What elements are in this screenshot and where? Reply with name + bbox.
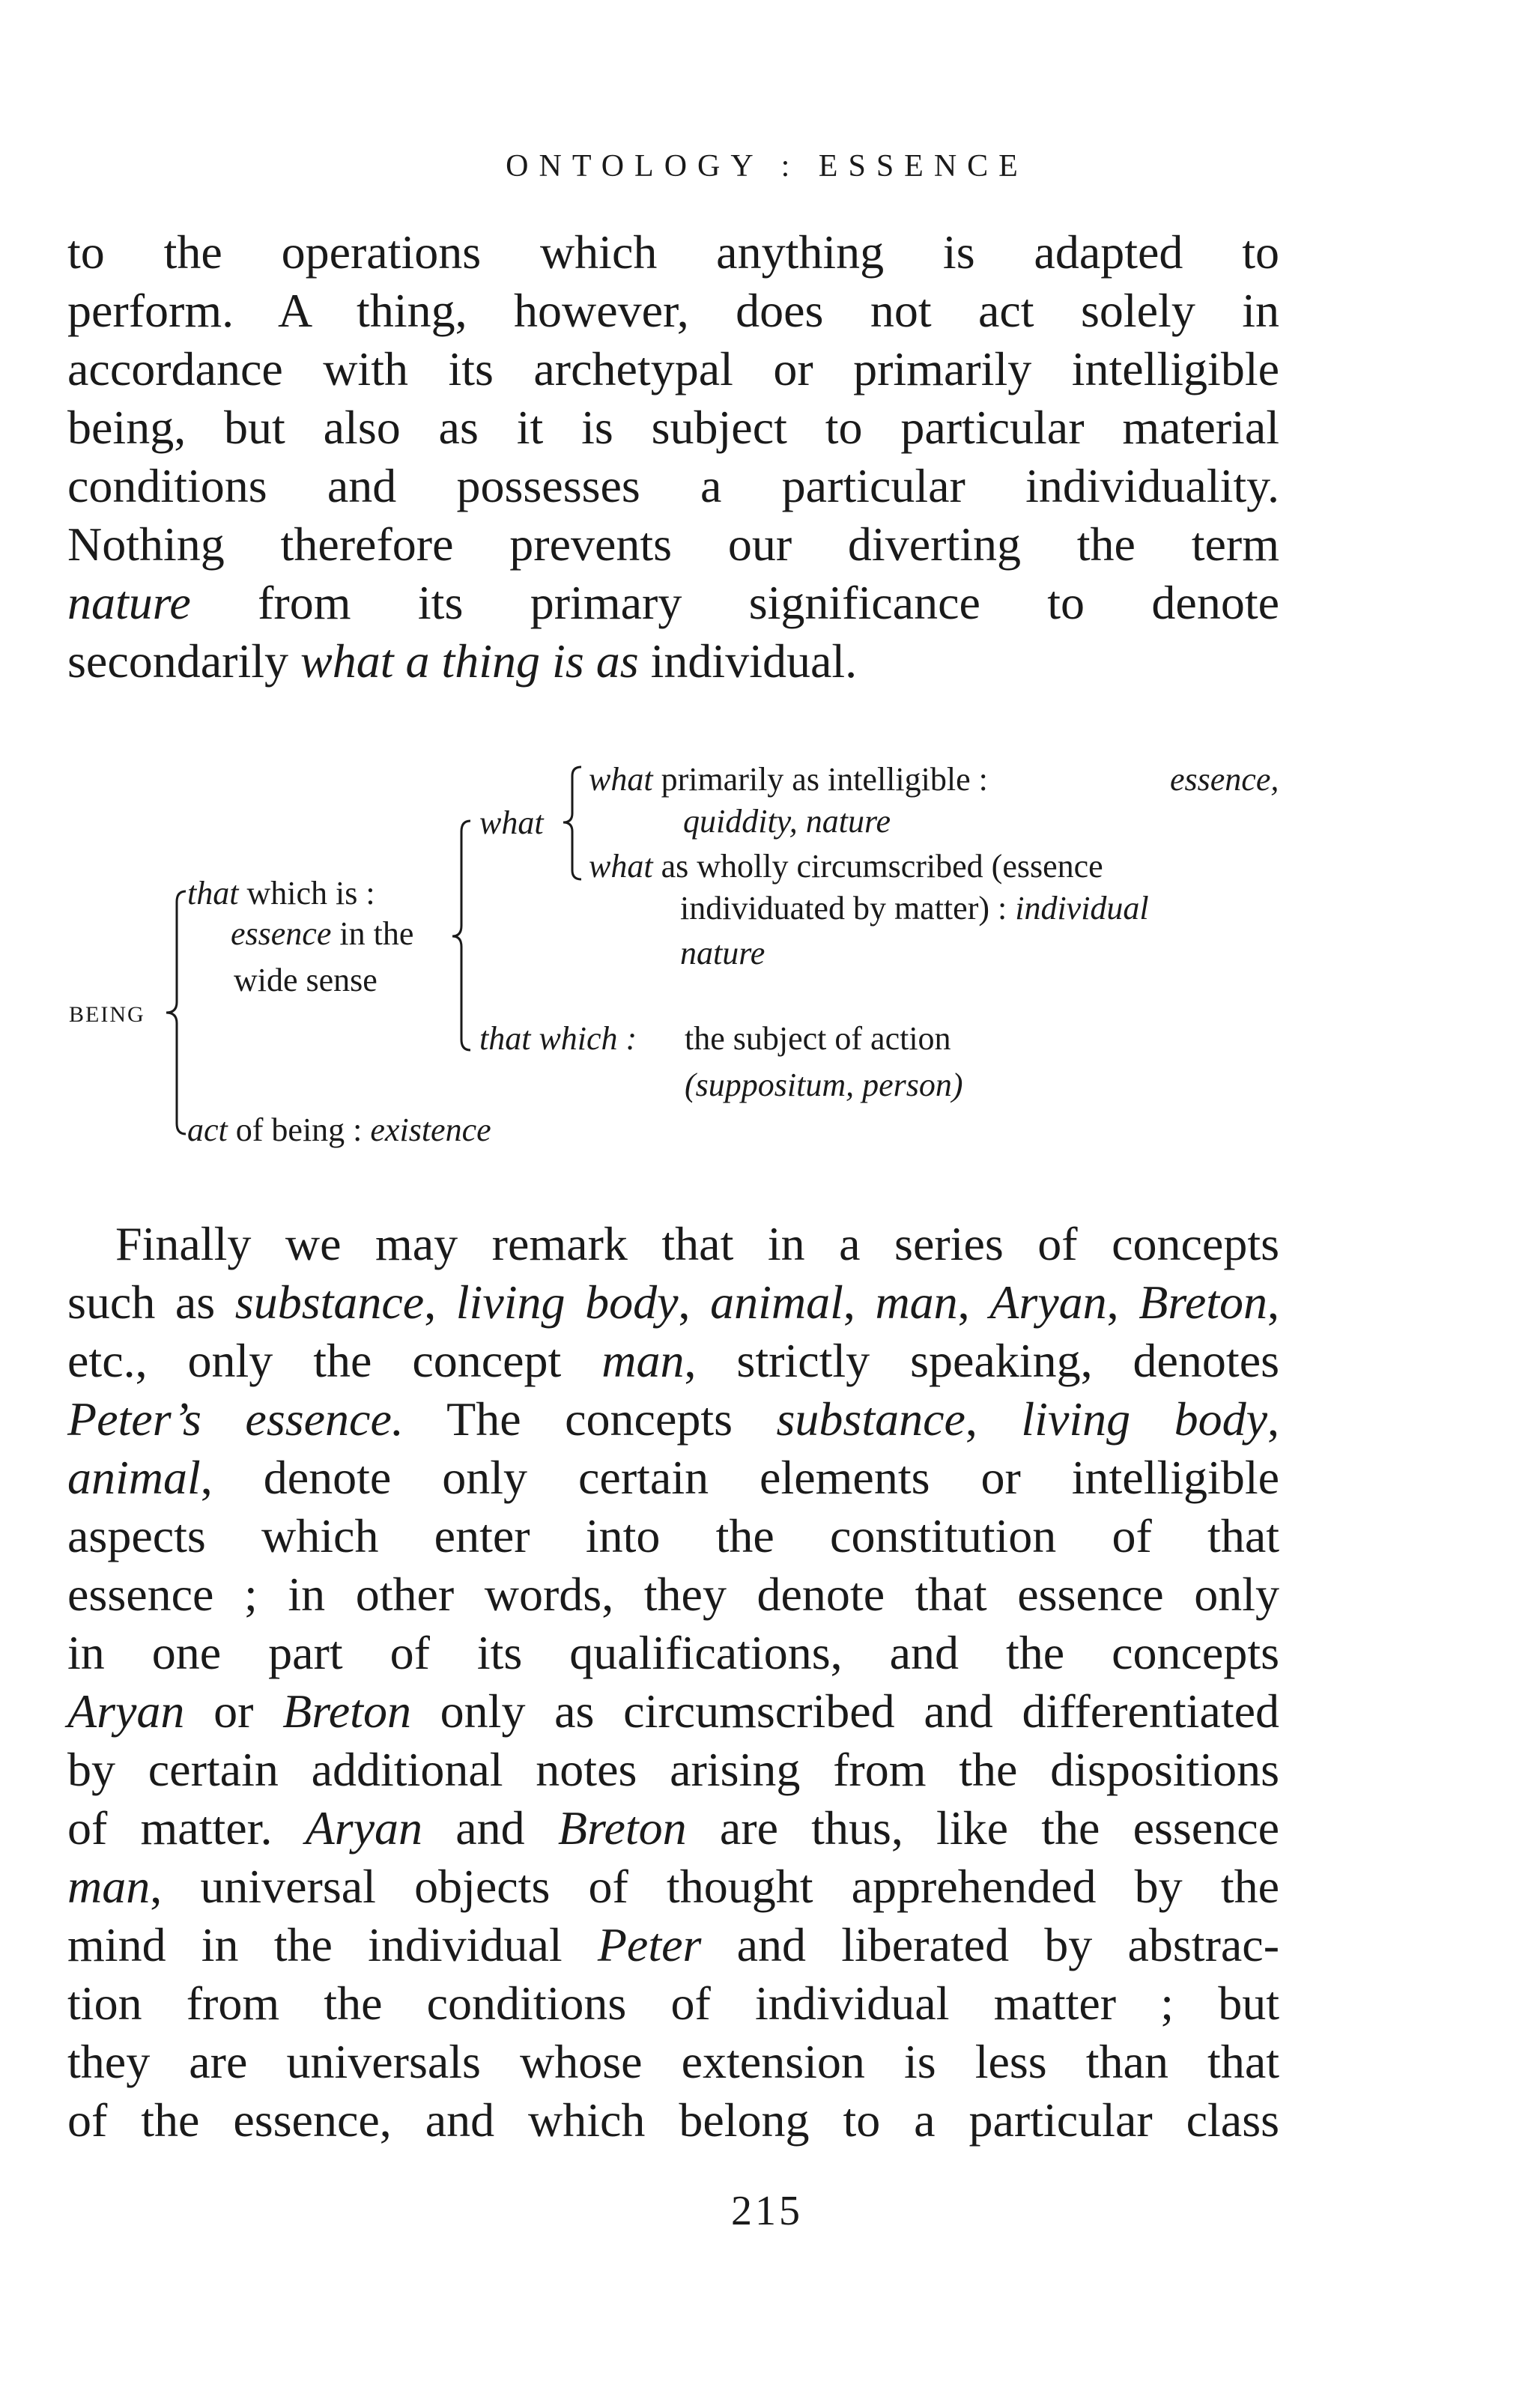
being-label: BEING bbox=[69, 1002, 145, 1027]
text-line: of the essence, and which belong to a particular class bbox=[67, 2093, 1279, 2147]
paragraph-2 bbox=[67, 1215, 1279, 2150]
brace-being bbox=[166, 891, 186, 1134]
text-line: conditions and possesses a particular individuality. bbox=[67, 459, 1279, 512]
that-which-is-label: that which is : bbox=[187, 875, 375, 912]
text-line: such as substance, living body, animal, man, Aryan, Breton, bbox=[67, 1276, 1280, 1329]
text-line: aspects which enter into the constitution of that bbox=[67, 1509, 1279, 1562]
subject-of-action: the subject of action bbox=[685, 1020, 951, 1057]
act-of-being-line: act of being : existence bbox=[187, 1111, 491, 1148]
that-which-label: that which : bbox=[479, 1020, 637, 1057]
essence-wide-label: essence in the bbox=[231, 915, 414, 952]
text-line: of matter. Aryan and Breton are thus, like the essence bbox=[67, 1801, 1280, 1854]
wide-sense-label: wide sense bbox=[234, 962, 378, 998]
text-line: Finally we may remark that in a series of concepts bbox=[115, 1217, 1279, 1270]
quiddity-nature-term: quiddity, nature bbox=[683, 803, 891, 840]
paragraph-1 bbox=[67, 223, 1279, 691]
text-line: tion from the conditions of individual matter ; but bbox=[67, 1977, 1279, 2030]
what-primarily-line: what primarily as intelligible : bbox=[589, 761, 988, 798]
text-line: nature from its primary significance to denote bbox=[67, 576, 1279, 629]
essence-term: essence, bbox=[1170, 761, 1279, 798]
individuated-line: individuated by matter) : individual bbox=[680, 890, 1149, 926]
what-main-label: what bbox=[479, 804, 544, 841]
what-circumscribed-line: what as wholly circumscribed (essence bbox=[589, 848, 1103, 885]
suppositum-person: (suppositum, person) bbox=[685, 1067, 963, 1103]
text-line: animal, denote only certain elements or intelligible bbox=[67, 1451, 1279, 1504]
text-line: essence ; in other words, they denote that essence only bbox=[67, 1568, 1279, 1621]
text-line: mind in the individual Peter and liberated by abstrac- bbox=[67, 1918, 1279, 1971]
text-line: Aryan or Breton only as circumscribed and differentiated bbox=[67, 1684, 1280, 1738]
text-line: accordance with its archetypal or primarily intelligible bbox=[67, 342, 1279, 395]
text-line: they are universals whose extension is less than that bbox=[67, 2035, 1279, 2088]
page-number: 215 bbox=[731, 2188, 803, 2234]
text-line: by certain additional notes arising from the dispositions bbox=[67, 1743, 1279, 1796]
text-line: etc., only the concept man, strictly speaking, denotes bbox=[67, 1334, 1280, 1387]
brace-what bbox=[563, 767, 581, 879]
text-line: to the operations which anything is adapted to bbox=[67, 225, 1279, 279]
nature-term: nature bbox=[680, 935, 766, 971]
text-line: Nothing therefore prevents our diverting the term bbox=[67, 518, 1279, 571]
text-line: perform. A thing, however, does not act solely in bbox=[67, 284, 1279, 337]
running-header: ONTOLOGY : ESSENCE bbox=[506, 149, 1028, 184]
text-line: secondarily what a thing is as individual. bbox=[67, 634, 858, 688]
brace-essence bbox=[452, 821, 470, 1050]
text-line: being, but also as it is subject to particular material bbox=[67, 401, 1279, 454]
text-line: man, universal objects of thought apprehended by the bbox=[67, 1860, 1279, 1913]
text-line: in one part of its qualifications, and the concepts bbox=[67, 1626, 1279, 1679]
text-line: Peter’s essence. The concepts substance, living body, bbox=[67, 1392, 1279, 1446]
